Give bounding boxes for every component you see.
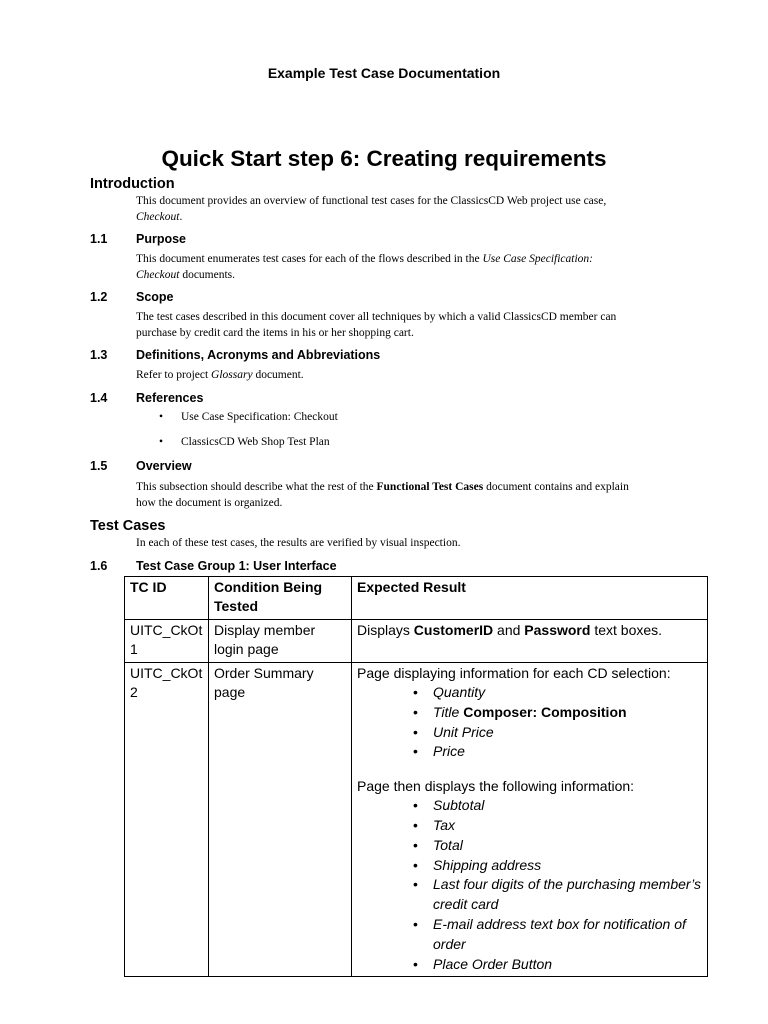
table-header-row: [125, 577, 708, 620]
test-cases-heading: Test Cases: [90, 518, 166, 534]
test-case-table: [124, 576, 708, 977]
introduction-text: [136, 193, 696, 225]
list-item: [433, 703, 702, 723]
expected-result-cell: [352, 663, 708, 977]
page-title: Quick Start step 6: Creating requirements: [161, 146, 607, 171]
scope-text: [136, 309, 696, 341]
result-intro: Page displaying information for each CD selection:: [357, 665, 671, 681]
section-title: References: [136, 391, 204, 405]
document-header: Example Test Case Documentation: [267, 65, 501, 81]
result-text: Displays: [357, 622, 414, 638]
list-item: • Tax: [433, 816, 702, 836]
expected-result-cell: [352, 620, 708, 663]
reference-item: Use Case Specification: Checkout: [181, 411, 338, 423]
section-number: 1.2: [90, 290, 108, 304]
scope-line1: The test cases described in this document cover all techniques by which a valid ClassicsCD member can: [136, 311, 617, 323]
cd-info-list: [357, 683, 702, 762]
introduction-line1: This document provides an overview of functional test cases for the ClassicsCD Web project use case,: [136, 195, 607, 207]
section-title: Definitions, Acronyms and Abbreviations: [136, 348, 381, 362]
scope-line2: purchase by credit card the items in his or her shopping cart.: [136, 327, 414, 339]
definitions-text: [136, 367, 696, 383]
definitions-start: Refer to project: [136, 369, 212, 381]
order-info-list: [357, 796, 702, 974]
list-item: • Subtotal: [433, 796, 702, 816]
section-title: Scope: [136, 290, 174, 304]
definitions-end: document.: [252, 369, 304, 381]
result-bold: CustomerID: [413, 622, 494, 638]
condition-cell: Display member login page: [209, 620, 352, 663]
result-text: and: [493, 622, 525, 638]
section-number: 1.1: [90, 232, 108, 246]
section-number: 1.5: [90, 459, 108, 473]
purpose-italic-2: Checkout: [136, 269, 180, 281]
bullet-icon: •: [159, 436, 164, 448]
result-text: text boxes.: [590, 622, 663, 638]
purpose-text: [136, 251, 696, 283]
column-header: TC ID: [125, 577, 209, 620]
overview-text: [136, 479, 696, 511]
list-item: • Price: [433, 742, 702, 762]
overview-line1-end: document contains and explain: [483, 481, 629, 493]
list-item: • Quantity: [433, 683, 702, 703]
composer-bold: Composer: Composition: [459, 703, 627, 720]
section-title: Test Case Group 1: User Interface: [136, 559, 337, 573]
introduction-italic: Checkout: [136, 211, 180, 223]
column-header: Expected Result: [352, 577, 708, 620]
purpose-line2: documents.: [179, 269, 236, 281]
list-item: • Shipping address: [433, 856, 702, 876]
bullet-icon: •: [159, 411, 164, 423]
list-item: • Total: [433, 836, 702, 856]
list-item: • Place Order Button: [433, 955, 702, 975]
result-intro-2: Page then displays the following information:: [357, 778, 635, 795]
reference-item: ClassicsCD Web Shop Test Plan: [181, 436, 330, 448]
column-header: Condition Being Tested: [209, 577, 352, 620]
tc-id-cell: UITC_CkOt1: [125, 620, 209, 663]
purpose-italic: Use Case Specification:: [482, 253, 593, 265]
section-number: 1.4: [90, 391, 108, 405]
section-number: 1.6: [90, 559, 108, 573]
introduction-heading: Introduction: [90, 176, 175, 192]
introduction-period: .: [179, 211, 183, 223]
title-italic: Title: [433, 703, 460, 720]
list-item: • E-mail address text box for notification of order: [433, 915, 702, 955]
result-bold: Password: [524, 622, 591, 638]
condition-cell: Order Summary page: [209, 663, 352, 977]
list-item: • Unit Price: [433, 723, 702, 743]
section-title: Purpose: [136, 232, 187, 246]
tc-id-cell: UITC_CkOt2: [125, 663, 209, 977]
list-item: • Last four digits of the purchasing member’s credit card: [433, 875, 702, 915]
overview-line1-start: This subsection should describe what the rest of the: [136, 481, 377, 493]
table-row: [125, 620, 708, 663]
overview-line2: how the document is organized.: [136, 497, 283, 509]
overview-bold: Functional Test Cases: [376, 481, 484, 493]
test-cases-intro: In each of these test cases, the results are verified by visual inspection.: [136, 537, 461, 549]
purpose-line1: This document enumerates test cases for each of the flows described in the: [136, 253, 483, 265]
section-title: Overview: [136, 459, 192, 473]
section-number: 1.3: [90, 348, 108, 362]
table-row: [125, 663, 708, 977]
glossary-italic: Glossary: [211, 369, 253, 381]
